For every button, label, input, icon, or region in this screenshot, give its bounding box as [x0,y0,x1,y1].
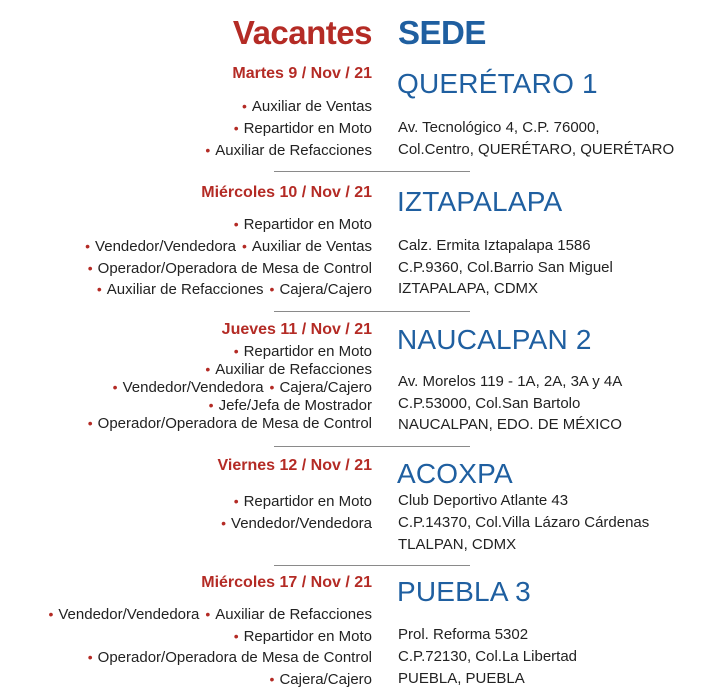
venue-name: NAUCALPAN 2 [397,324,592,355]
job-title: Cajera/Cajero [279,379,372,396]
bullet-icon: • [208,397,214,413]
bullet-icon: • [96,281,102,297]
address-line: C.P.9360, Col.Barrio San Miguel [398,259,613,276]
venue-heading: SEDE [398,14,486,51]
section-divider [274,565,470,566]
bullet-icon: • [233,493,239,509]
job-title: Repartidor en Moto [243,628,372,645]
job-line [228,215,372,234]
address-line: Calz. Ermita Iztapalapa 1586 [398,237,591,254]
bullet-icon: • [242,98,247,114]
job-title: Operador/Operadora de Mesa de Control [97,649,372,666]
job-line [228,627,372,646]
bullet-icon: • [87,649,93,665]
bullet-icon: • [233,628,239,644]
job-line [82,414,372,433]
venue-name: IZTAPALAPA [397,186,563,217]
job-line [79,237,372,256]
bullet-icon: • [269,671,275,687]
bullet-icon: • [87,415,93,431]
bullet-icon: • [205,606,211,622]
address-line: Club Deportivo Atlante 43 [398,492,569,509]
job-title: Repartidor en Moto [243,343,372,360]
bullet-icon: • [48,606,54,622]
job-title: Cajera/Cajero [279,281,372,298]
address-line: TLALPAN, CDMX [398,536,517,553]
bullet-icon: • [233,216,239,232]
job-title: Repartidor en Moto [243,493,372,510]
venue-name: ACOXPA [397,458,513,489]
bullet-icon: • [112,379,118,395]
job-title: Auxiliar de Ventas [251,238,372,255]
job-line [91,280,372,299]
job-line [42,605,372,624]
job-title: Auxiliar de Refacciones [215,361,372,378]
event-date: Martes 9 / Nov / 21 [232,65,372,82]
job-line [82,648,372,667]
bullet-icon: • [233,343,239,359]
bullet-icon: • [269,281,275,297]
address-line: IZTAPALAPA, CDMX [398,280,539,297]
job-title: Cajera/Cajero [279,671,372,688]
bullet-icon: • [233,120,239,136]
job-title: Repartidor en Moto [243,216,372,233]
job-title: Vendedor/Vendedora [95,238,237,255]
job-line [236,97,372,116]
job-line [228,492,372,511]
address-line: PUEBLA, PUEBLA [398,670,525,687]
venue-name: PUEBLA 3 [397,576,531,607]
job-title: Auxiliar de Refacciones [215,606,372,623]
vacancies-heading: Vacantes [232,14,372,51]
address-line: NAUCALPAN, EDO. DE MÉXICO [398,416,622,433]
job-line [203,396,372,415]
event-date: Jueves 11 / Nov / 21 [221,321,372,338]
venue-name: QUERÉTARO 1 [397,68,598,99]
bullet-icon: • [242,238,247,254]
event-date: Miércoles 17 / Nov / 21 [201,574,372,591]
address-line: Col.Centro, QUERÉTARO, QUERÉTARO [398,141,675,158]
address-line: C.P.72130, Col.La Libertad [398,648,578,665]
bullet-icon: • [205,361,211,377]
job-title: Vendedor/Vendedora [58,606,200,623]
job-line [228,342,372,361]
job-title: Auxiliar de Ventas [251,98,372,115]
bullet-icon: • [221,515,227,531]
bullet-icon: • [269,379,275,395]
job-title: Auxiliar de Refacciones [106,281,264,298]
page-header [0,14,716,54]
job-title: Jefe/Jefa de Mostrador [218,397,372,414]
address-line: Prol. Reforma 5302 [398,626,529,643]
job-line [107,378,372,397]
job-line [264,670,372,689]
bullet-icon: • [85,238,91,254]
bullet-icon: • [205,142,211,158]
event-date: Miércoles 10 / Nov / 21 [201,184,372,201]
job-line [228,119,372,138]
address-line: C.P.14370, Col.Villa Lázaro Cárdenas [398,514,650,531]
job-title: Operador/Operadora de Mesa de Control [97,415,372,432]
section-divider [274,311,470,312]
section-divider [274,446,470,447]
address-line: Av. Tecnológico 4, C.P. 76000, [398,119,600,136]
address-line: Av. Morelos 119 - 1A, 2A, 3A y 4A [398,373,623,390]
job-title: Repartidor en Moto [243,120,372,137]
job-line [199,141,372,160]
job-line [199,360,372,379]
job-line [215,514,372,533]
section-divider [274,171,470,172]
job-title: Operador/Operadora de Mesa de Control [97,260,372,277]
job-title: Vendedor/Vendedora [231,515,372,532]
event-date: Viernes 12 / Nov / 21 [217,457,372,474]
address-line: C.P.53000, Col.San Bartolo [398,395,581,412]
job-line [82,259,372,278]
job-title: Vendedor/Vendedora [122,379,264,396]
job-title: Auxiliar de Refacciones [215,142,372,159]
bullet-icon: • [87,260,93,276]
